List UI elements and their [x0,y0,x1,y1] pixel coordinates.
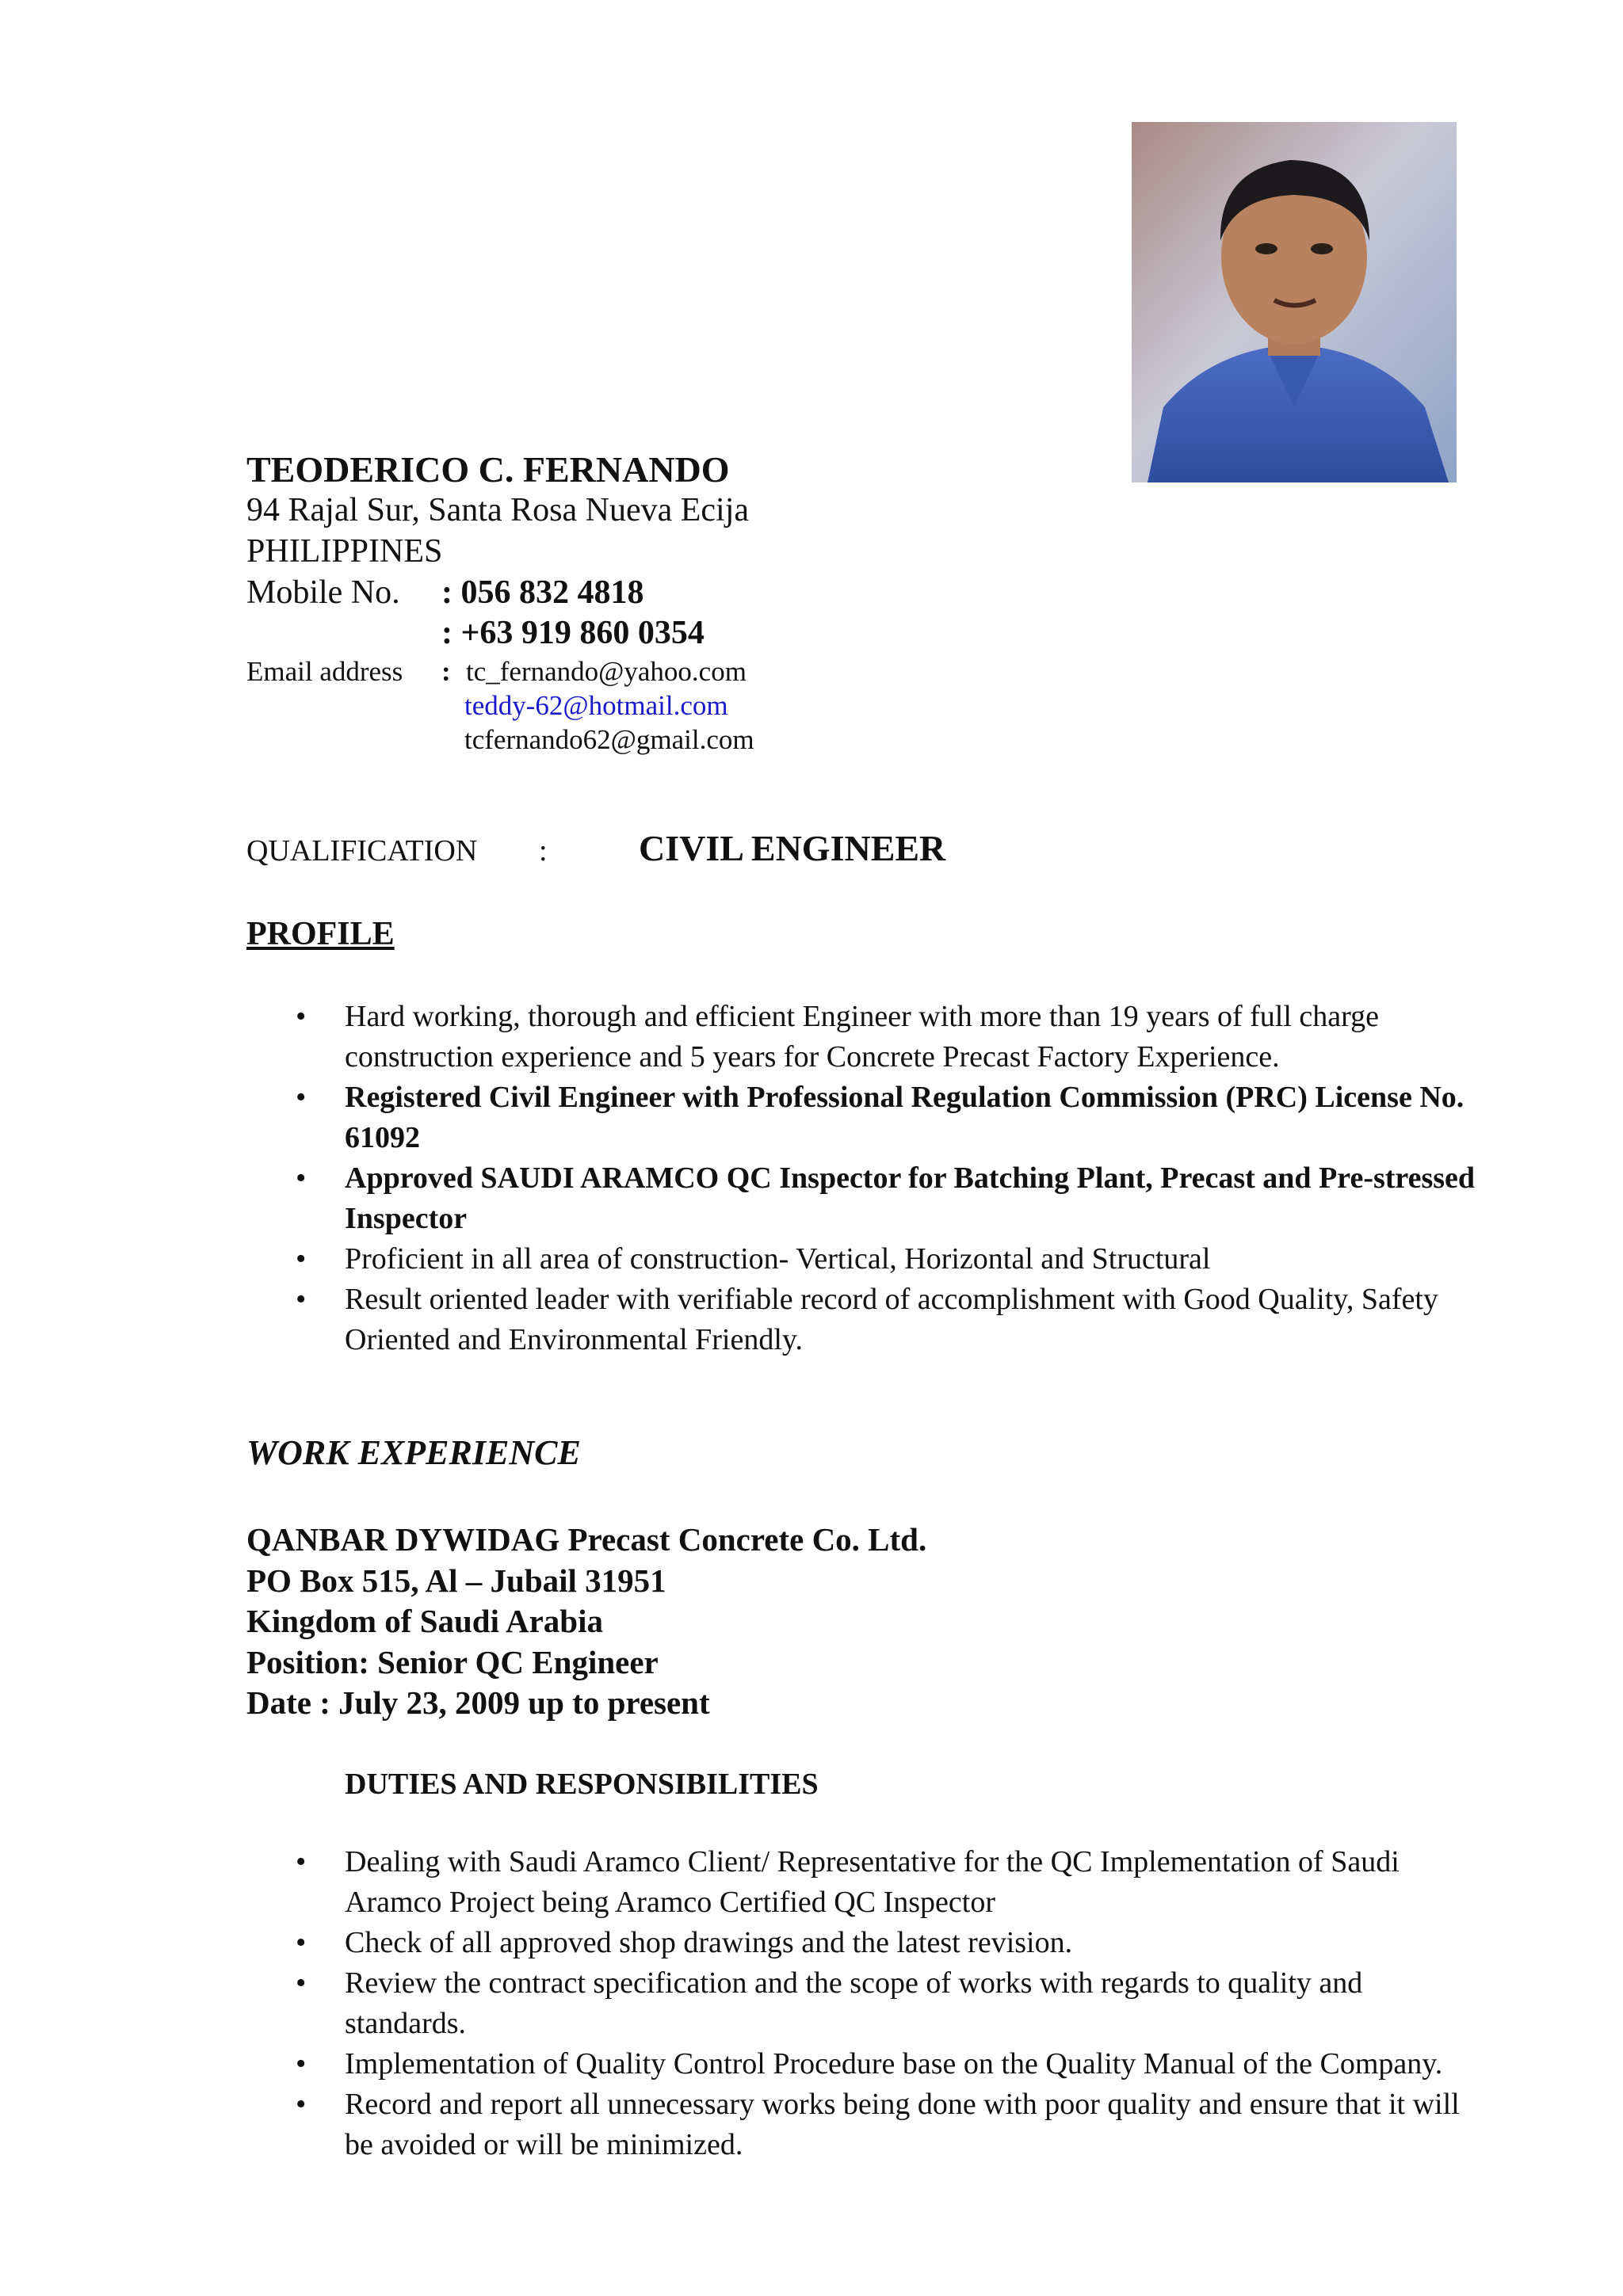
bullet-icon: • [296,1845,307,1878]
duty-item: • Implementation of Quality Control Procedure base on the Quality Manual of the Company. [296,2044,1484,2084]
bullet-icon: • [296,1081,307,1114]
profile-item: • Result oriented leader with verifiable record of accomplishment with Good Quality, Safety Oriented and Environmental Friendly. [296,1280,1484,1360]
bullet-icon: • [296,1161,307,1195]
bullet-icon: • [296,1926,307,1959]
position: Position: Senior QC Engineer [246,1643,659,1680]
email-3[interactable]: tcfernando62@gmail.com [464,724,754,755]
company-country: Kingdom of Saudi Arabia [246,1603,603,1639]
work-experience-heading: WORK EXPERIENCE [246,1433,581,1472]
qualification-label: QUALIFICATION [246,834,478,868]
bullet-icon: • [296,1242,307,1276]
email-label: Email address [246,656,403,687]
bullet-icon: • [296,1283,307,1316]
bullet-icon: • [296,1966,307,2000]
company-name: QANBAR DYWIDAG Precast Concrete Co. Ltd. [246,1521,927,1558]
profile-item: • Hard working, thorough and efficient Engineer with more than 19 years of full charge construction experience and 5 years for Concrete Precast Factory Experience. [296,997,1484,1077]
address-line-2: PHILIPPINES [246,533,443,570]
company-block [246,1520,926,1724]
duties-list [296,1842,1484,2165]
bullet-icon: • [296,2088,307,2121]
email-colon: : [441,656,451,687]
duties-heading: DUTIES AND RESPONSIBILITIES [345,1768,819,1801]
qualification-colon: : [539,834,548,868]
profile-heading: PROFILE [246,916,395,952]
duty-item: • Review the contract specification and the scope of works with regards to quality and standards. [296,1963,1484,2044]
mobile-label: Mobile No. [246,574,400,611]
address-line-1: 94 Rajal Sur, Santa Rosa Nueva Ecija [246,492,749,528]
email-2-link[interactable]: teddy-62@hotmail.com [464,690,728,721]
duty-item: • Record and report all unnecessary works being done with poor quality and ensure that it will be avoided or will be minimized. [296,2084,1484,2165]
profile-item: • Approved SAUDI ARAMCO QC Inspector for Batching Plant, Precast and Pre-stressed Inspector [296,1158,1484,1239]
profile-item: • Registered Civil Engineer with Professional Regulation Commission (PRC) License No. 61092 [296,1077,1484,1158]
mobile-number-2: : +63 919 860 0354 [441,615,705,651]
email-1[interactable]: tc_fernando@yahoo.com [466,656,747,687]
candidate-name: TEODERICO C. FERNANDO [246,449,730,490]
bullet-icon: • [296,1000,307,1033]
employment-date: Date : July 23, 2009 up to present [246,1684,710,1721]
profile-item: • Proficient in all area of construction- Vertical, Horizontal and Structural [296,1239,1484,1280]
profile-list [296,997,1484,1360]
duty-item: • Dealing with Saudi Aramco Client/ Representative for the QC Implementation of Saudi Aramco Project being Aramco Certified QC Inspector [296,1842,1484,1923]
duty-item: • Check of all approved shop drawings and the latest revision. [296,1923,1484,1963]
mobile-number-1: : 056 832 4818 [441,574,644,611]
profile-photo [1132,122,1457,482]
bullet-icon: • [296,2047,307,2081]
qualification-value: CIVIL ENGINEER [639,828,946,868]
company-address: PO Box 515, Al – Jubail 31951 [246,1562,666,1599]
